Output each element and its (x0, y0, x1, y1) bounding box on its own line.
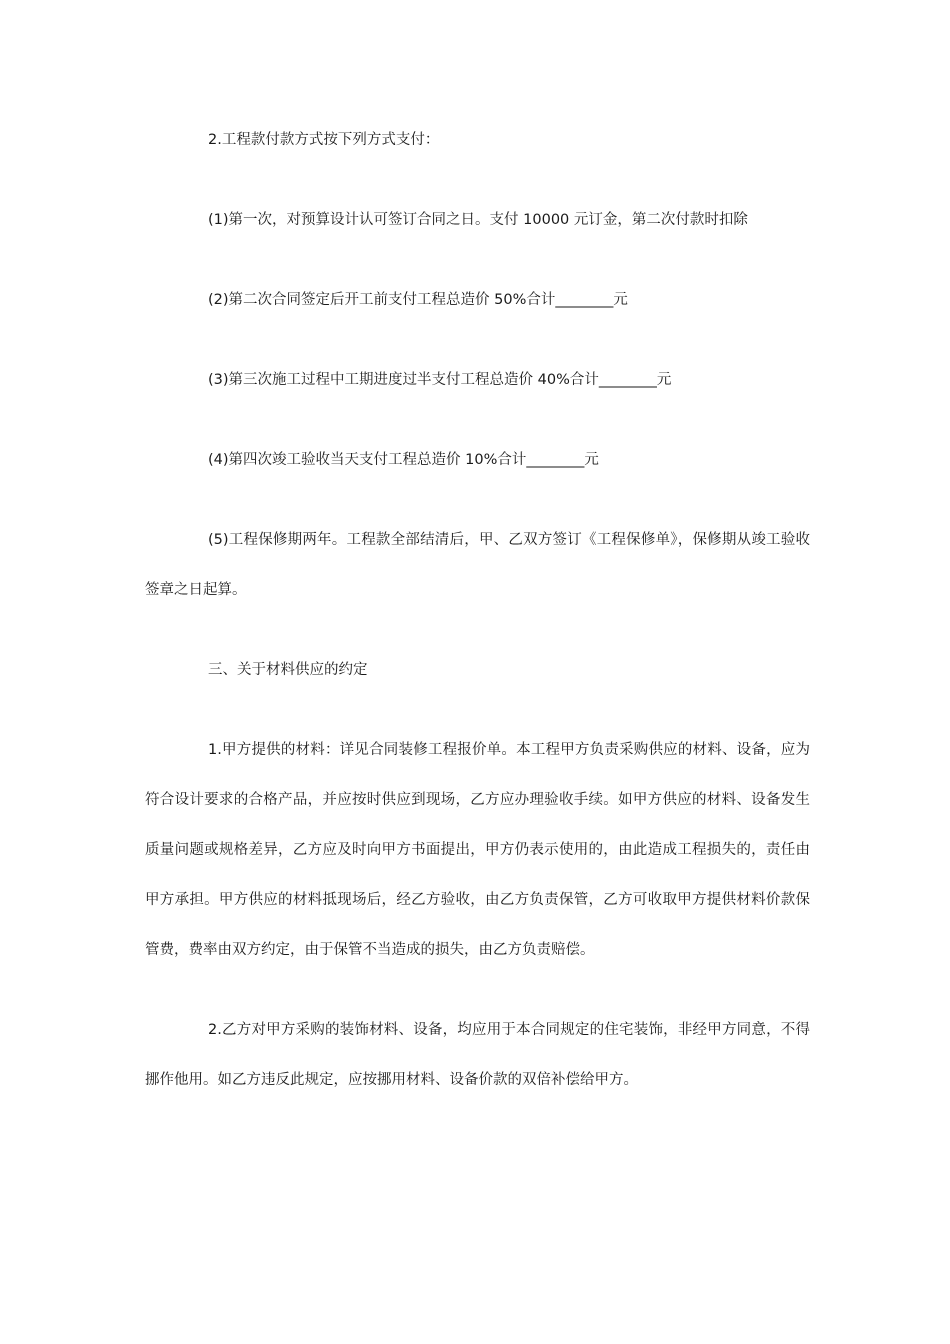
section-heading-materials: 三、关于材料供应的约定 (208, 662, 368, 678)
materials-clause-1: 1.甲方提供的材料：详见合同装修工程报价单。本工程甲方负责采购供应的材料、设备，应为符合设计要求的合格产品，并应按时供应到现场，乙方应办理验收手续。如甲方供应的材料、设备发生质量问题或规格差异，乙方应及时向甲方书面提出，甲方仍表示使用的，由此造成工程损失的，责任由甲方承担。甲方供应的材料抵现场后，经乙方验收，由乙方负责保管，乙方可收取甲方提供材料价款保管费，费率由双方约定，由于保管不当造成的损失，由乙方负责赔偿。 (145, 742, 810, 958)
payment-item-2: (2)第二次合同签定后开工前支付工程总造价 50%合计________元 (208, 292, 628, 308)
payment-method-heading: 2.工程款付款方式按下列方式支付： (208, 132, 440, 148)
payment-item-4: (4)第四次竣工验收当天支付工程总造价 10%合计________元 (208, 452, 599, 468)
payment-item-3: (3)第三次施工过程中工期进度过半支付工程总造价 40%合计________元 (208, 372, 672, 388)
warranty-paragraph: (5)工程保修期两年。工程款全部结清后，甲、乙双方签订《工程保修单》，保修期从竣工验收签章之日起算。 (145, 532, 810, 598)
payment-item-1: (1)第一次，对预算设计认可签订合同之日。支付 10000 元订金，第二次付款时扣除 (208, 212, 748, 228)
materials-clause-2: 2.乙方对甲方采购的装饰材料、设备，均应用于本合同规定的住宅装饰，非经甲方同意，不得挪作他用。如乙方违反此规定，应按挪用材料、设备价款的双倍补偿给甲方。 (145, 1022, 810, 1088)
